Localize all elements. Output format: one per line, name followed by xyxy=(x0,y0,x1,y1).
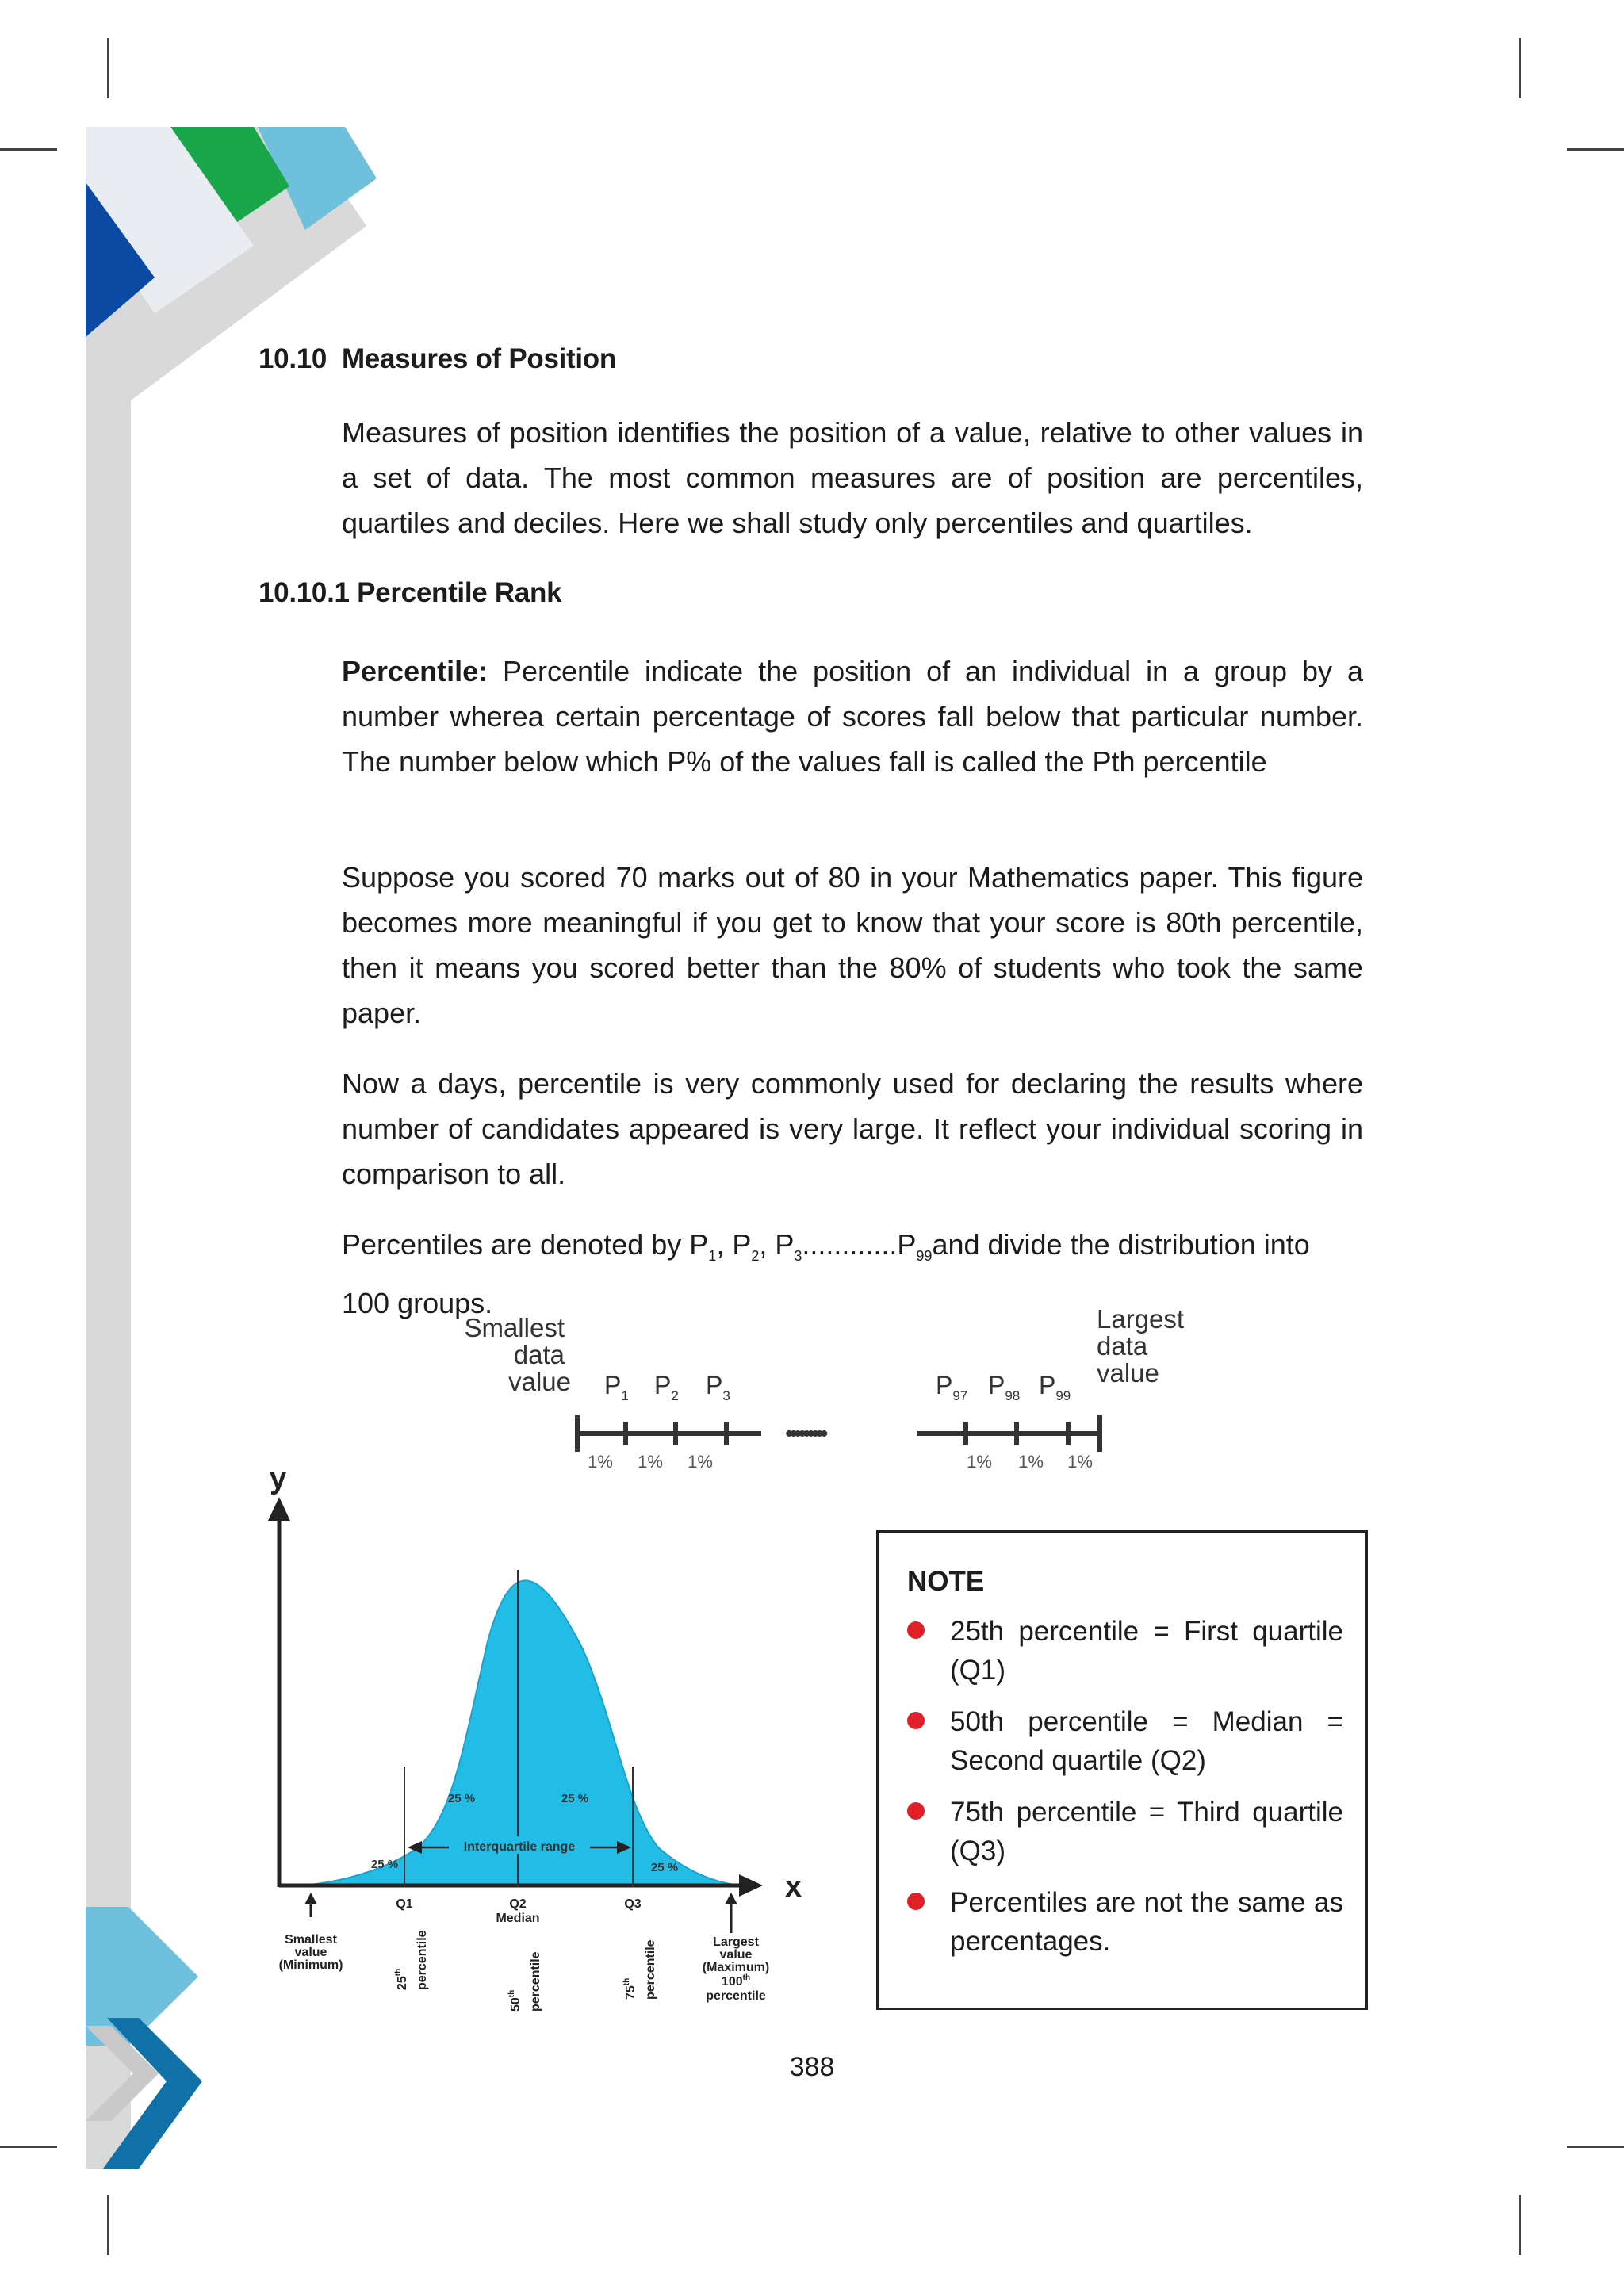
svg-text:Smallest: Smallest xyxy=(285,1933,337,1947)
note-item: 25th percentile = First quartile (Q1) xyxy=(907,1612,1343,1690)
svg-text:P99: $P_{99}$ xyxy=(1039,1371,1071,1403)
note-title: NOTE xyxy=(907,1566,985,1597)
subsection-heading xyxy=(259,577,561,609)
svg-text:1%: 1% xyxy=(1018,1452,1044,1472)
svg-text:Q2: Q2 xyxy=(509,1897,527,1911)
svg-text:Q3: Q3 xyxy=(624,1897,642,1911)
y-axis-label: y xyxy=(270,1462,287,1495)
note-item: Percentiles are not the same as percentages. xyxy=(907,1883,1343,1961)
svg-text:percentile: percentile xyxy=(706,1989,766,2003)
svg-text:value: value xyxy=(719,1948,753,1962)
svg-text:25 %: 25 % xyxy=(370,1858,399,1871)
svg-text:P3: $P_3$ xyxy=(706,1371,730,1403)
svg-text:Q1: Q1 xyxy=(396,1897,413,1911)
svg-text:100th: 100th xyxy=(721,1973,751,1989)
x-axis-label: x xyxy=(785,1870,802,1904)
svg-text:25 %: 25 % xyxy=(561,1792,589,1805)
largest-label-2: data xyxy=(1097,1331,1148,1361)
largest-label-3: value xyxy=(1097,1358,1159,1388)
vertical-percentile-labels xyxy=(394,1930,657,2012)
note-item: 75th percentile = Third quartile (Q3) xyxy=(907,1793,1343,1870)
largest-label-1: Largest xyxy=(1097,1304,1185,1334)
largest-value-label xyxy=(703,1935,769,2003)
subsection-number: 10.10.1 xyxy=(259,577,350,608)
bullet-icon xyxy=(907,1621,925,1639)
page-number: 388 xyxy=(789,2052,835,2082)
note-box xyxy=(876,1530,1368,2010)
svg-text:1%: 1% xyxy=(688,1452,713,1472)
interquartile-range-label: Interquartile range xyxy=(463,1840,576,1854)
svg-text:Largest: Largest xyxy=(713,1935,759,1949)
svg-text:Median: Median xyxy=(496,1912,540,1925)
svg-text:(Maximum): (Maximum) xyxy=(702,1961,770,1974)
denotation-paragraph: Percentiles are denoted by $P_1$, $P_2$, $P_3............P_{99}and$ divide the distribution into 100 groups. xyxy=(342,1228,1310,1320)
smallest-label-1: Smallest xyxy=(464,1313,565,1342)
bullet-icon xyxy=(907,1893,925,1910)
smallest-label-3: value xyxy=(508,1367,571,1396)
scale-ticks xyxy=(575,1415,1102,1452)
intro-paragraph: Measures of position identifies the position of a value, relative to other values in a set of data. The most common measures are of position are percentiles, quartiles and deciles. Here we shall study only percentiles and quartiles. xyxy=(342,416,1363,539)
scale-dots: ••••••••• xyxy=(785,1421,825,1447)
section-title: Measures of Position xyxy=(341,343,616,374)
bullet-icon xyxy=(907,1712,925,1729)
section-number: 10.10 xyxy=(259,343,327,374)
y-axis-arrow xyxy=(268,1497,290,1521)
svg-text:1%: 1% xyxy=(967,1452,992,1472)
svg-text:value: value xyxy=(294,1946,327,1959)
svg-text:50thpercentile: 50th percentile xyxy=(508,1951,542,2012)
svg-text:1%: 1% xyxy=(1067,1452,1093,1472)
section-heading xyxy=(259,343,616,375)
smallest-label-2: data xyxy=(513,1340,565,1369)
left-percentile-labels xyxy=(604,1371,730,1403)
svg-text:P2: $P_2$ xyxy=(654,1371,679,1403)
max-arrow xyxy=(725,1893,737,1933)
min-arrow xyxy=(304,1893,317,1917)
bullet-icon xyxy=(907,1802,925,1820)
percentile-definition-text: Percentile indicate the position of an individual in a group by a number wherea certain percentage of scores fall below that particular number. The number below which P% of the values fall is called the Pth percentile xyxy=(342,655,1363,778)
results-paragraph: Now a days, percentile is very commonly used for declaring the results where number of candidates appeared is very large. It reflect your individual scoring in comparison to all. xyxy=(342,1067,1363,1190)
right-percentile-labels xyxy=(936,1371,1071,1403)
percentile-term: Percentile: xyxy=(342,655,488,687)
svg-text:25 %: 25 % xyxy=(650,1861,679,1874)
svg-text:(Minimum): (Minimum) xyxy=(278,1958,343,1972)
svg-text:75thpercentile: 75th percentile xyxy=(622,1939,657,2000)
percentile-definition xyxy=(342,649,1363,784)
smallest-value-label xyxy=(279,1933,343,1972)
svg-text:1%: 1% xyxy=(638,1452,663,1472)
example-paragraph: Suppose you scored 70 marks out of 80 in your Mathematics paper. This figure becomes more meaningful if you get to know that your score is 80th percentile, then it means you scored better than the 80% of students who took the same paper. xyxy=(342,861,1363,1029)
quartile-labels xyxy=(396,1897,641,1925)
note-list xyxy=(907,1612,1343,1973)
bell-curve-diagram xyxy=(246,1459,833,2014)
svg-text:25 %: 25 % xyxy=(447,1792,476,1805)
svg-text:25thpercentile: 25th percentile xyxy=(394,1930,429,1990)
subsection-title: Percentile Rank xyxy=(357,577,562,608)
svg-text:1%: 1% xyxy=(588,1452,613,1472)
svg-text:P97: $P_{97}$ xyxy=(936,1371,968,1403)
note-item: 50th percentile = Median = Second quartile (Q2) xyxy=(907,1702,1343,1780)
percentile-scale-diagram xyxy=(444,1304,1205,1483)
svg-text:P98: $P_{98}$ xyxy=(988,1371,1021,1403)
svg-text:P1: $P_1$ xyxy=(604,1371,629,1403)
x-axis-arrow xyxy=(739,1874,763,1897)
